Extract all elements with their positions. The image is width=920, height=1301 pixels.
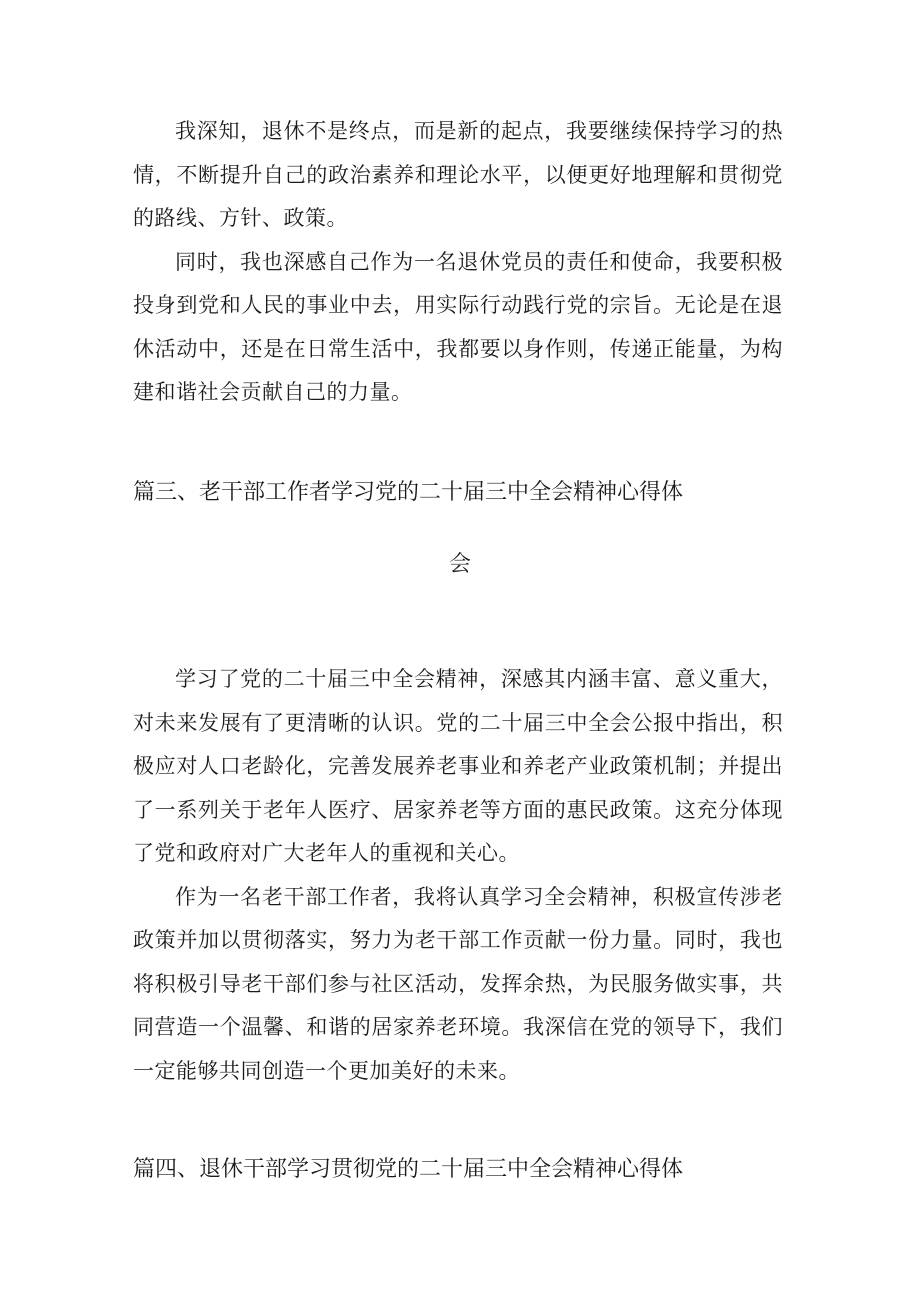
- section-four-heading: 篇四、退休干部学习贯彻党的二十届三中全会精神心得体: [133, 1157, 684, 1182]
- body-paragraph: 我深知，退休不是终点，而是新的起点，我要继续保持学习的热情，不断提升自己的政治素养和理论水平，以便更好地理解和贯彻党的路线、方针、政策。: [133, 119, 783, 230]
- section-three-heading: 篇三、老干部工作者学习党的二十届三中全会精神心得体: [133, 480, 684, 505]
- body-paragraph: 同时，我也深感自己作为一名退休党员的责任和使命，我要积极投身到党和人民的事业中去，用实际行动践行党的宗旨。无论是在退休活动中，还是在日常生活中，我都要以身作则，传递正能量，为构建和谐社会贡献自己的力量。: [133, 249, 783, 404]
- section-two-body: [133, 110, 783, 415]
- body-paragraph: 学习了党的二十届三中全会精神，深感其内涵丰富、意义重大，对未来发展有了更清晰的认识。党的二十届三中全会公报中指出，积极应对人口老龄化，完善发展养老事业和养老产业政策机制；并提出了一系列关于老年人医疗、居家养老等方面的惠民政策。这充分体现了党和政府对广大老年人的重视和关心。: [133, 667, 783, 865]
- body-paragraph: 作为一名老干部工作者，我将认真学习全会精神，积极宣传涉老政策并加以贯彻落实，努力为老干部工作贡献一份力量。同时，我也将积极引导老干部们参与社区活动，发挥余热，为民服务做实事，共同营造一个温馨、和谐的居家养老环境。我深信在党的领导下，我们一定能够共同创造一个更加美好的未来。: [133, 884, 783, 1083]
- section-three-body: [133, 658, 783, 1093]
- section-three-heading-continued: 会: [448, 552, 471, 577]
